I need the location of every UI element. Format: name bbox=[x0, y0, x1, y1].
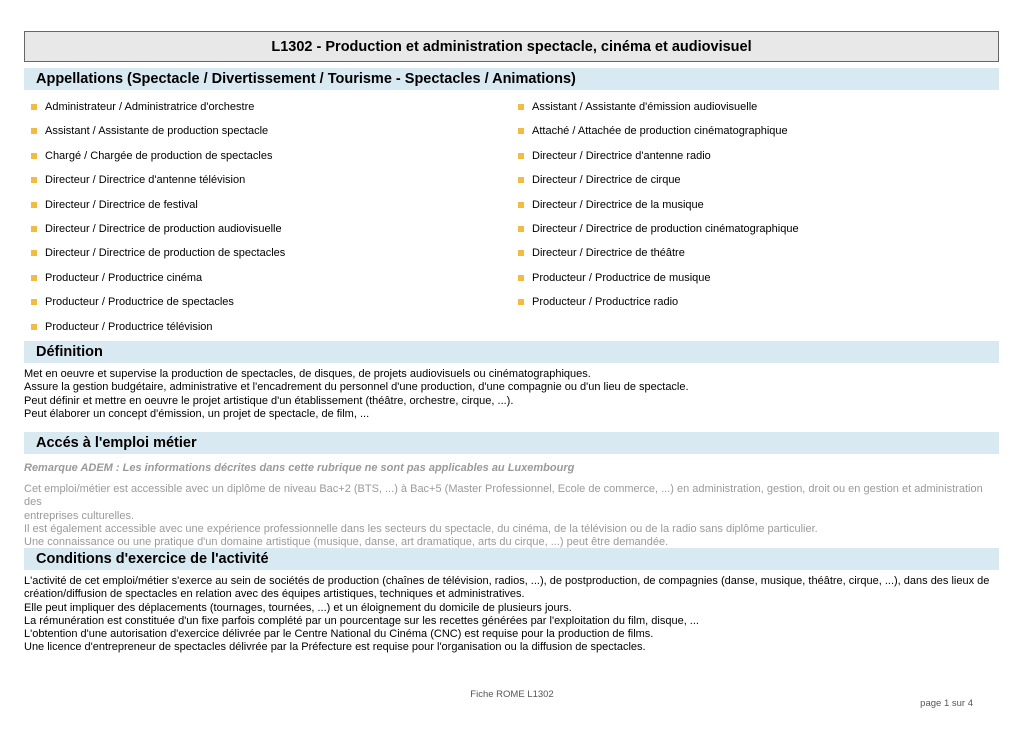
bullet-square-icon bbox=[31, 177, 37, 183]
bullet-square-icon bbox=[31, 275, 37, 281]
bullet-square-icon bbox=[518, 202, 524, 208]
appellation-item bbox=[518, 247, 685, 259]
conditions-line: L'activité de cet emploi/métier s'exerce au sein de sociétés de production (chaînes de télévision, radios, ...), de postproduction, de compagnies (danse, musique, théâtre, cirque, ...), dans des lieux de bbox=[24, 575, 990, 587]
appellation-item bbox=[31, 247, 285, 259]
appellation-label: Assistant / Assistante de production spectacle bbox=[45, 125, 269, 138]
section-header-acces bbox=[24, 432, 999, 454]
acces-line: Il est également accessible avec une expérience professionnelle dans les secteurs du spectacle, du cinéma, de la télévision ou de la radio sans diplôme particulier. bbox=[24, 522, 818, 535]
conditions-line: La rémunération est constituée d'un fixe parfois complété par un pourcentage sur les recettes générées par l'exploitation du film, disque, ... bbox=[24, 614, 699, 627]
appellation-label: Producteur / Productrice radio bbox=[532, 296, 679, 309]
appellation-item bbox=[31, 296, 234, 308]
bullet-square-icon bbox=[31, 104, 37, 110]
appellation-label: Producteur / Productrice cinéma bbox=[45, 271, 203, 284]
conditions-text bbox=[24, 575, 1002, 655]
conditions-line: Elle peut impliquer des déplacements (tournages, tournées, ...) et un éloignement du domicile de plusieurs jours. bbox=[24, 601, 572, 614]
conditions-line: Une licence d'entrepreneur de spectacles délivrée par la Préfecture est requise pour l'organisation ou la diffusion de spectacles. bbox=[24, 641, 646, 654]
appellation-label: Directeur / Directrice de la musique bbox=[532, 198, 704, 211]
appellation-label: Directeur / Directrice de théâtre bbox=[532, 247, 685, 260]
appellation-label: Directeur / Directrice de production cinématographique bbox=[532, 223, 799, 235]
acces-line: Une connaissance ou une pratique d'un domaine artistique (musique, danse, art dramatique, arts du cirque, ...) peut être demandée. bbox=[24, 536, 669, 549]
bullet-square-icon bbox=[518, 275, 524, 281]
appellation-item bbox=[518, 223, 799, 235]
bullet-square-icon bbox=[518, 153, 524, 159]
appellation-label: Assistant / Assistante d'émission audiovisuelle bbox=[532, 101, 758, 113]
footer-reference: Fiche ROME L1302 bbox=[470, 689, 554, 700]
page-title bbox=[24, 31, 999, 62]
bullet-square-icon bbox=[518, 128, 524, 134]
bullet-square-icon bbox=[518, 226, 524, 232]
appellation-label: Directeur / Directrice d'antenne radio bbox=[532, 149, 711, 162]
appellation-item bbox=[518, 125, 788, 137]
appellation-item bbox=[31, 272, 202, 284]
page-number: page 1 sur 4 bbox=[920, 698, 973, 709]
appellation-item bbox=[518, 272, 711, 284]
section-heading-text: Appellations (Spectacle / Divertissement / Tourisme - Spectacles / Animations) bbox=[36, 71, 576, 87]
appellation-item bbox=[518, 199, 704, 211]
appellation-item bbox=[31, 174, 245, 186]
appellation-label: Directeur / Directrice de festival bbox=[45, 198, 198, 211]
section-header-appellations bbox=[24, 68, 999, 90]
bullet-square-icon bbox=[31, 250, 37, 256]
appellation-item bbox=[518, 101, 757, 113]
appellation-item bbox=[518, 150, 711, 162]
bullet-square-icon bbox=[31, 299, 37, 305]
bullet-square-icon bbox=[518, 177, 524, 183]
bullet-square-icon bbox=[518, 250, 524, 256]
bullet-square-icon bbox=[31, 153, 37, 159]
acces-line: Cet emploi/métier est accessible avec un diplôme de niveau Bac+2 (BTS, ...) à Bac+5 (Master Professionnel, Ecole de commerce, ...) en administration, gestion, droit ou en gestion et administration des bbox=[24, 483, 983, 509]
bullet-square-icon bbox=[31, 202, 37, 208]
acces-text bbox=[24, 483, 1002, 549]
bullet-square-icon bbox=[31, 128, 37, 134]
appellation-label: Producteur / Productrice télévision bbox=[45, 320, 213, 333]
definition-line: Peut définir et mettre en oeuvre le projet artistique d'un établissement (théâtre, orchestre, cirque, ...). bbox=[24, 394, 514, 407]
conditions-line: L'obtention d'une autorisation d'exercice délivrée par le Centre National du Cinéma (CNC) est requise pour la production de films. bbox=[24, 628, 654, 641]
definition-line: Peut élaborer un concept d'émission, un projet de spectacle, de film, ... bbox=[24, 407, 370, 420]
appellation-item bbox=[31, 150, 272, 162]
section-heading-text: Conditions d'exercice de l'activité bbox=[36, 551, 269, 567]
acces-line: entreprises culturelles. bbox=[24, 509, 135, 522]
appellation-label: Producteur / Productrice de spectacles bbox=[45, 296, 234, 309]
bullet-square-icon bbox=[518, 104, 524, 110]
appellation-label: Directeur / Directrice de production de spectacles bbox=[45, 247, 286, 260]
appellation-item bbox=[31, 321, 213, 333]
definition-line: Assure la gestion budgétaire, administrative et l'encadrement du personnel d'une production, d'une compagnie ou d'un lieu de spectacle. bbox=[24, 381, 689, 394]
adem-remark: Remarque ADEM : Les informations décrites dans cette rubrique ne sont pas applicables au Luxembourg bbox=[24, 462, 575, 474]
appellation-item bbox=[31, 199, 198, 211]
appellation-label: Producteur / Productrice de musique bbox=[532, 271, 711, 284]
appellation-item bbox=[518, 174, 681, 186]
section-header-definition bbox=[24, 341, 999, 363]
bullet-square-icon bbox=[518, 299, 524, 305]
conditions-line: création/diffusion de spectacles en relation avec des équipes artistiques, techniques et administratives. bbox=[24, 588, 525, 601]
section-heading-text: Définition bbox=[36, 344, 103, 360]
appellation-label: Chargé / Chargée de production de spectacles bbox=[45, 149, 273, 162]
section-header-conditions bbox=[24, 548, 999, 570]
section-heading-text: Accés à l'emploi métier bbox=[36, 435, 197, 451]
appellation-label: Directeur / Directrice d'antenne télévision bbox=[45, 174, 246, 187]
appellation-item bbox=[31, 101, 254, 113]
appellation-item bbox=[31, 125, 268, 137]
appellation-item bbox=[31, 223, 282, 235]
bullet-square-icon bbox=[31, 226, 37, 232]
appellation-label: Directeur / Directrice de cirque bbox=[532, 174, 681, 187]
appellation-label: Directeur / Directrice de production audiovisuelle bbox=[45, 223, 282, 235]
appellation-label: Attaché / Attachée de production cinématographique bbox=[532, 125, 788, 138]
definition-text bbox=[24, 368, 1002, 421]
definition-line: Met en oeuvre et supervise la production de spectacles, de disques, de projets audiovisuels ou cinématographiques. bbox=[24, 368, 591, 380]
page-title-text: L1302 - Production et administration spectacle, cinéma et audiovisuel bbox=[271, 38, 752, 55]
appellation-label: Administrateur / Administratrice d'orchestre bbox=[45, 101, 255, 113]
appellation-item bbox=[518, 296, 678, 308]
bullet-square-icon bbox=[31, 324, 37, 330]
